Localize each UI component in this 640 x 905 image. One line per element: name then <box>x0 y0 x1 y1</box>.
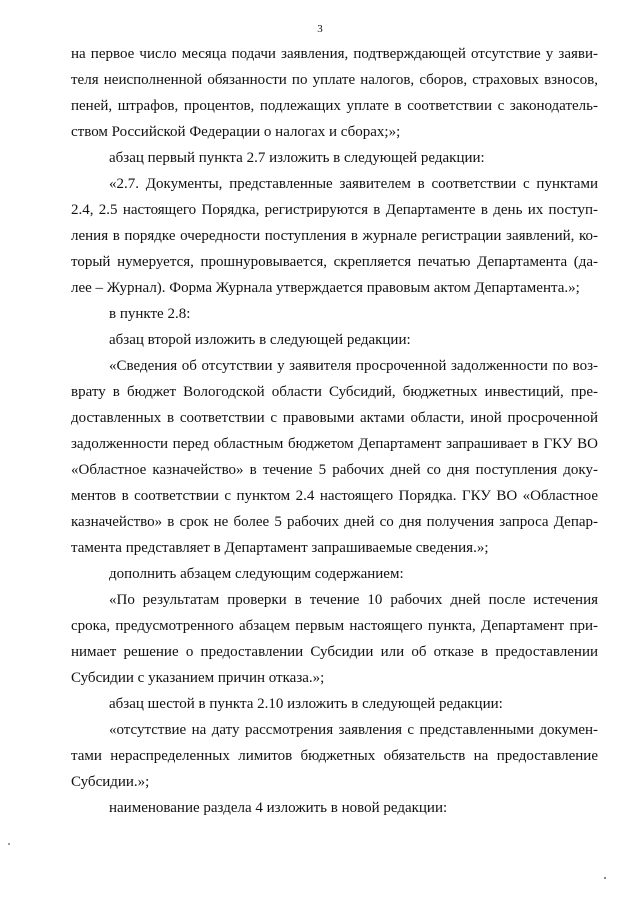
text-line: «По результатам проверки в течение 10 рабочих дней после истечения <box>109 592 598 608</box>
paragraph <box>71 327 598 353</box>
paragraph <box>71 145 598 171</box>
text-line: ством Российской Федерации о налогах и сборах;»; <box>71 124 401 140</box>
text-line: лее – Журнал). Форма Журнала утверждается правовым актом Департамента.»; <box>71 280 580 296</box>
scan-speck <box>8 843 10 845</box>
text-line: в пункте 2.8: <box>109 306 191 322</box>
text-line: Субсидии.»; <box>71 774 150 790</box>
text-line: торый нумеруется, прошнуровывается, скрепляется печатью Департамента (да- <box>71 254 598 270</box>
text-line: «Областное казначейство» в течение 5 рабочих дней со дня поступления доку- <box>71 462 598 478</box>
text-line: задолженности перед областным бюджетом Департамент запрашивает в ГКУ ВО <box>71 436 598 452</box>
document-body <box>71 41 598 821</box>
paragraph <box>71 301 598 327</box>
text-line: 2.4, 2.5 настоящего Порядка, регистрируются в Департаменте в день их поступ- <box>71 202 598 218</box>
text-line: казначейство» в срок не более 5 рабочих дней со дня получения запроса Депар- <box>71 514 598 530</box>
text-line: «отсутствие на дату рассмотрения заявления с представленными докумен- <box>109 722 598 738</box>
text-line: на первое число месяца подачи заявления, подтверждающей отсутствие у заяви- <box>71 46 598 62</box>
text-line: нимает решение о предоставлении Субсидии или об отказе в предоставлении <box>71 644 598 660</box>
text-line: ления в порядке очередности поступления в журнале регистрации заявлений, ко- <box>71 228 598 244</box>
page-number: 3 <box>317 23 323 35</box>
text-line: срока, предусмотренного абзацем первым настоящего пункта, Департамент при- <box>71 618 598 634</box>
text-line: доставленных в соответствии с правовыми актами области, иной просроченной <box>71 410 598 426</box>
text-line: врату в бюджет Вологодской области Субсидий, бюджетных инвестиций, пре- <box>71 384 598 400</box>
scan-speck <box>604 877 606 879</box>
paragraph <box>71 795 598 821</box>
text-line: абзац второй изложить в следующей редакции: <box>109 332 411 348</box>
text-line: тами нераспределенных лимитов бюджетных обязательств на предоставление <box>71 748 598 764</box>
text-line: абзац шестой в пункта 2.10 изложить в следующей редакции: <box>109 696 503 712</box>
text-line: абзац первый пункта 2.7 изложить в следующей редакции: <box>109 150 485 166</box>
text-line: наименование раздела 4 изложить в новой редакции: <box>109 800 448 816</box>
text-line: «Сведения об отсутствии у заявителя просроченной задолженности по воз- <box>109 358 598 374</box>
paragraph <box>71 171 598 301</box>
text-line: пеней, штрафов, процентов, подлежащих уплате в соответствии с законодатель- <box>71 98 598 114</box>
text-line: тамента представляет в Департамент запрашиваемые сведения.»; <box>71 540 489 556</box>
paragraph <box>71 587 598 691</box>
text-line: ментов в соответствии с пунктом 2.4 настоящего Порядка. ГКУ ВО «Областное <box>71 488 598 504</box>
text-line: «2.7. Документы, представленные заявителем в соответствии с пунктами <box>109 176 598 192</box>
text-line: теля неисполненной обязанности по уплате налогов, сборов, страховых взносов, <box>71 72 598 88</box>
paragraph <box>71 41 598 145</box>
paragraph <box>71 691 598 717</box>
paragraph <box>71 353 598 561</box>
text-line: Субсидии с указанием причин отказа.»; <box>71 670 325 686</box>
text-line: дополнить абзацем следующим содержанием: <box>109 566 404 582</box>
paragraph <box>71 717 598 795</box>
paragraph <box>71 561 598 587</box>
